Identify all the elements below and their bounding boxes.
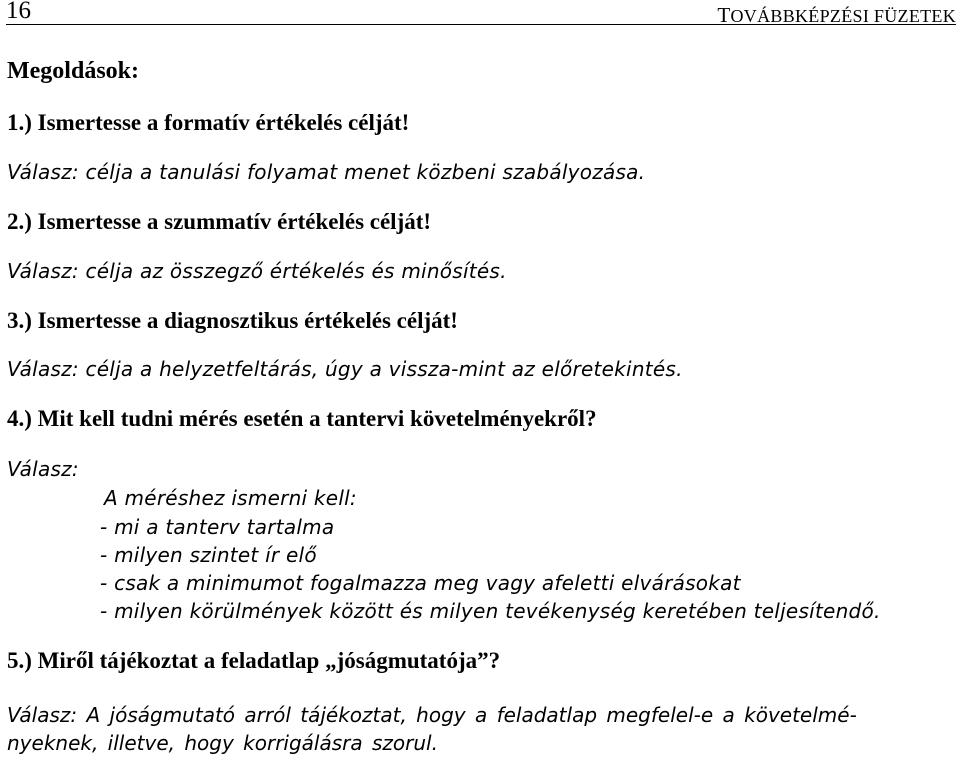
- answer-4-label: Válasz:: [7, 457, 79, 481]
- page-header: [6, 0, 956, 25]
- section-title: Megoldások:: [7, 58, 139, 84]
- answer-5-line-2: nyeknek, illetve, hogy korrigálásra szorul.: [7, 731, 438, 755]
- answer-3: Válasz: célja a helyzetfeltárás, úgy a vissza-mint az előretekintés.: [7, 357, 683, 381]
- running-title-initial: T: [717, 3, 731, 27]
- answer-5-line-1: Válasz: A jóságmutató arról tájékoztat, hogy a feladatlap megfelel-e a követelmé-: [7, 703, 857, 727]
- answer-4-list-item-2: - milyen szintet ír elő: [100, 543, 317, 567]
- question-5: 5.) Miről tájékoztat a feladatlap „jóságmutatója”?: [7, 648, 501, 673]
- page-number: 16: [6, 0, 31, 24]
- answer-2: Válasz: célja az összegző értékelés és minősítés.: [7, 259, 507, 283]
- question-3: 3.) Ismertesse a diagnosztikus értékelés célját!: [7, 308, 458, 333]
- running-title: [717, 3, 956, 28]
- question-1: 1.) Ismertesse a formatív értékelés célját!: [7, 110, 410, 135]
- answer-4-intro: A méréshez ismerni kell:: [104, 486, 357, 510]
- question-4: 4.) Mit kell tudni mérés esetén a tantervi követelményekről?: [7, 406, 597, 431]
- answer-1: Válasz: célja a tanulási folyamat menet közbeni szabályozása.: [7, 160, 646, 184]
- answer-4-list-item-1: - mi a tanterv tartalma: [100, 515, 335, 539]
- answer-4-list-item-4: - milyen körülmények között és milyen tevékenység keretében teljesítendő.: [100, 599, 881, 623]
- running-title-rest: OVÁBBKÉPZÉSI FÜZETEK: [730, 6, 956, 26]
- answer-4-list-item-3: - csak a minimumot fogalmazza meg vagy afeletti elvárásokat: [100, 571, 741, 595]
- question-2: 2.) Ismertesse a szummatív értékelés célját!: [7, 209, 432, 234]
